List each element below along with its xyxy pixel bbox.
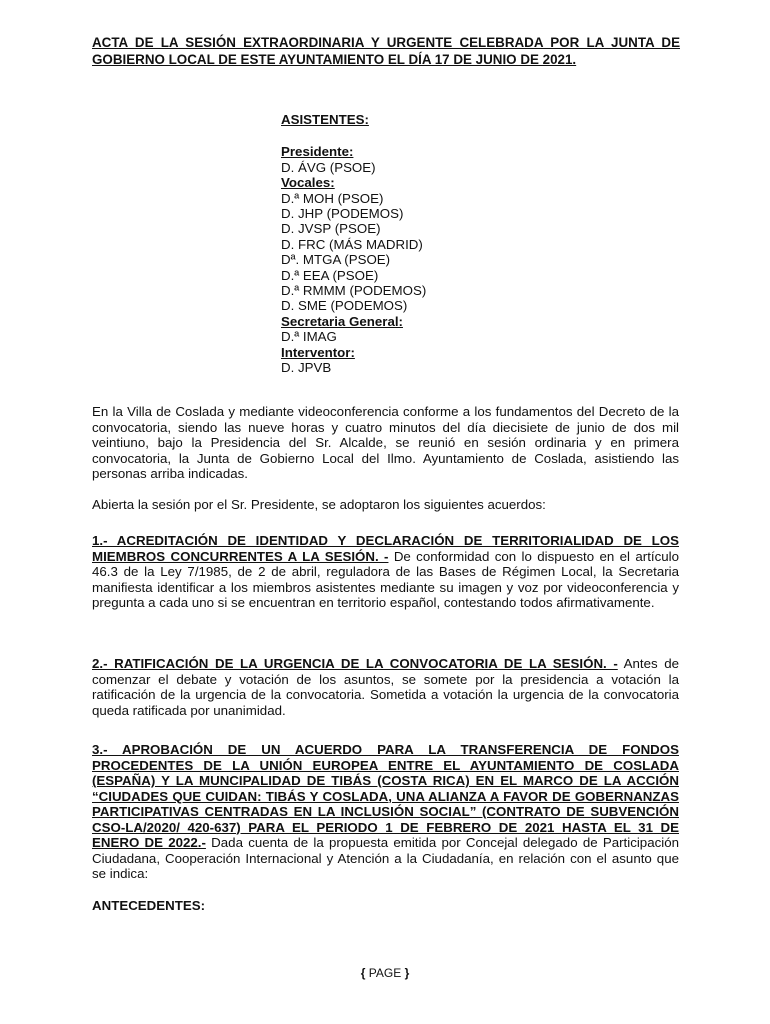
item-2-text: Antes de comenzar el debate y votación de los asuntos, se somete por la presidencia a votación la ratificación de la urgencia de la convocatoria. Sometida a votación la urgencia de la convocatoria queda ratificada por unanimidad. — [92, 656, 679, 718]
interventor-name: D. JPVB — [281, 360, 332, 376]
vocales-label: Vocales: — [281, 175, 335, 191]
secretaria-name: D.ª IMAG — [281, 329, 337, 345]
vocal-item: Dª. MTGA (PSOE) — [281, 252, 391, 268]
vocal-item: D. JHP (PODEMOS) — [281, 206, 404, 222]
president-label: Presidente: — [281, 144, 354, 160]
interventor-label: Interventor: — [281, 344, 355, 360]
item-3-paragraph — [92, 742, 679, 882]
document-title: ACTA DE LA SESIÓN EXTRAORDINARIA Y URGENTE CELEBRADA POR LA JUNTA DE GOBIERNO LOCAL DE ESTE AYUNTAMIENTO EL DÍA 17 DE JUNIO DE 2021. — [92, 35, 680, 67]
attendees-heading: ASISTENTES: — [281, 112, 369, 127]
opening-paragraph: Abierta la sesión por el Sr. Presidente, se adoptaron los siguientes acuerdos: — [92, 497, 546, 512]
vocal-item: D. FRC (MÁS MADRID) — [281, 236, 423, 252]
item-1-paragraph — [92, 533, 679, 611]
item-3-text: Dada cuenta de la propuesta emitida por Concejal delegado de Participación Ciudadana, Cooperación Internacional y Atención a la Ciudadanía, en relación con el asunto que se indica: — [92, 835, 679, 881]
vocal-item: D.ª EEA (PSOE) — [281, 267, 379, 283]
president-name: D. ÁVG (PSOE) — [281, 159, 376, 175]
footer-brace-close: } — [404, 966, 410, 980]
item-2-heading: 2.- RATIFICACIÓN DE LA URGENCIA DE LA CONVOCATORIA DE LA SESIÓN. - — [92, 656, 618, 671]
vocal-item: D. JVSP (PSOE) — [281, 221, 381, 237]
page-footer — [0, 966, 770, 980]
vocal-item: D.ª RMMM (PODEMOS) — [281, 283, 427, 299]
vocal-item: D.ª MOH (PSOE) — [281, 190, 384, 206]
item-1-heading: 1.- ACREDITACIÓN DE IDENTIDAD Y DECLARACIÓN DE TERRITORIALIDAD DE LOS MIEMBROS CONCURRENTES A LA SESIÓN. - — [92, 533, 679, 564]
item-3-heading: 3.- APROBACIÓN DE UN ACUERDO PARA LA TRANSFERENCIA DE FONDOS PROCEDENTES DE LA UNIÓN EUROPEA ENTRE EL AYUNTAMIENTO DE COSLADA (ESPAÑA) Y LA MUNCIPALIDAD DE TIBÁS (COSTA RICA) EN EL MARCO DE LA ACCIÓN “CIUDADES QUE CUIDAN: TIBÁS Y COSLADA, UNA ALIANZA A FAVOR DE GOBERNANZAS PARTICIPATIVAS CENTRADAS EN LA INCLUSIÓN SOCIAL” (CONTRATO DE SUBVENCIÓN CSO-LA/2020/ 420-637) PARA EL PERIODO 1 DE FEBRERO DE 2021 HASTA EL 31 DE ENERO DE 2022.- — [92, 742, 679, 850]
item-1-text: De conformidad con lo dispuesto en el artículo 46.3 de la Ley 7/1985, de 2 de abril, reguladora de las Bases de Régimen Local, la Secretaria manifiesta identificar a los miembros asistentes mediante su imagen y voz por videoconferencia y pregunta a cada uno si se encuentran en territorio español, contestando todos afirmativamente. — [92, 548, 679, 610]
vocal-item: D. SME (PODEMOS) — [281, 298, 408, 314]
item-2-paragraph — [92, 656, 679, 718]
page-field: PAGE — [365, 966, 405, 980]
secretaria-label: Secretaria General: — [281, 313, 403, 329]
intro-paragraph: En la Villa de Coslada y mediante videoconferencia conforme a los fundamentos del Decreto de la convocatoria, siendo las nueve horas y cuatro minutos del día diecisiete de junio de dos mil veintiuno, bajo la Presidencia del Sr. Alcalde, se reunió en sesión ordinaria y en primera convocatoria, la Junta de Gobierno Local del Ilmo. Ayuntamiento de Coslada, asistiendo las personas arriba indicadas. — [92, 404, 679, 481]
attendees-block — [281, 112, 581, 376]
antecedentes-heading: ANTECEDENTES: — [92, 898, 206, 913]
footer-brace-open: { — [360, 966, 366, 980]
